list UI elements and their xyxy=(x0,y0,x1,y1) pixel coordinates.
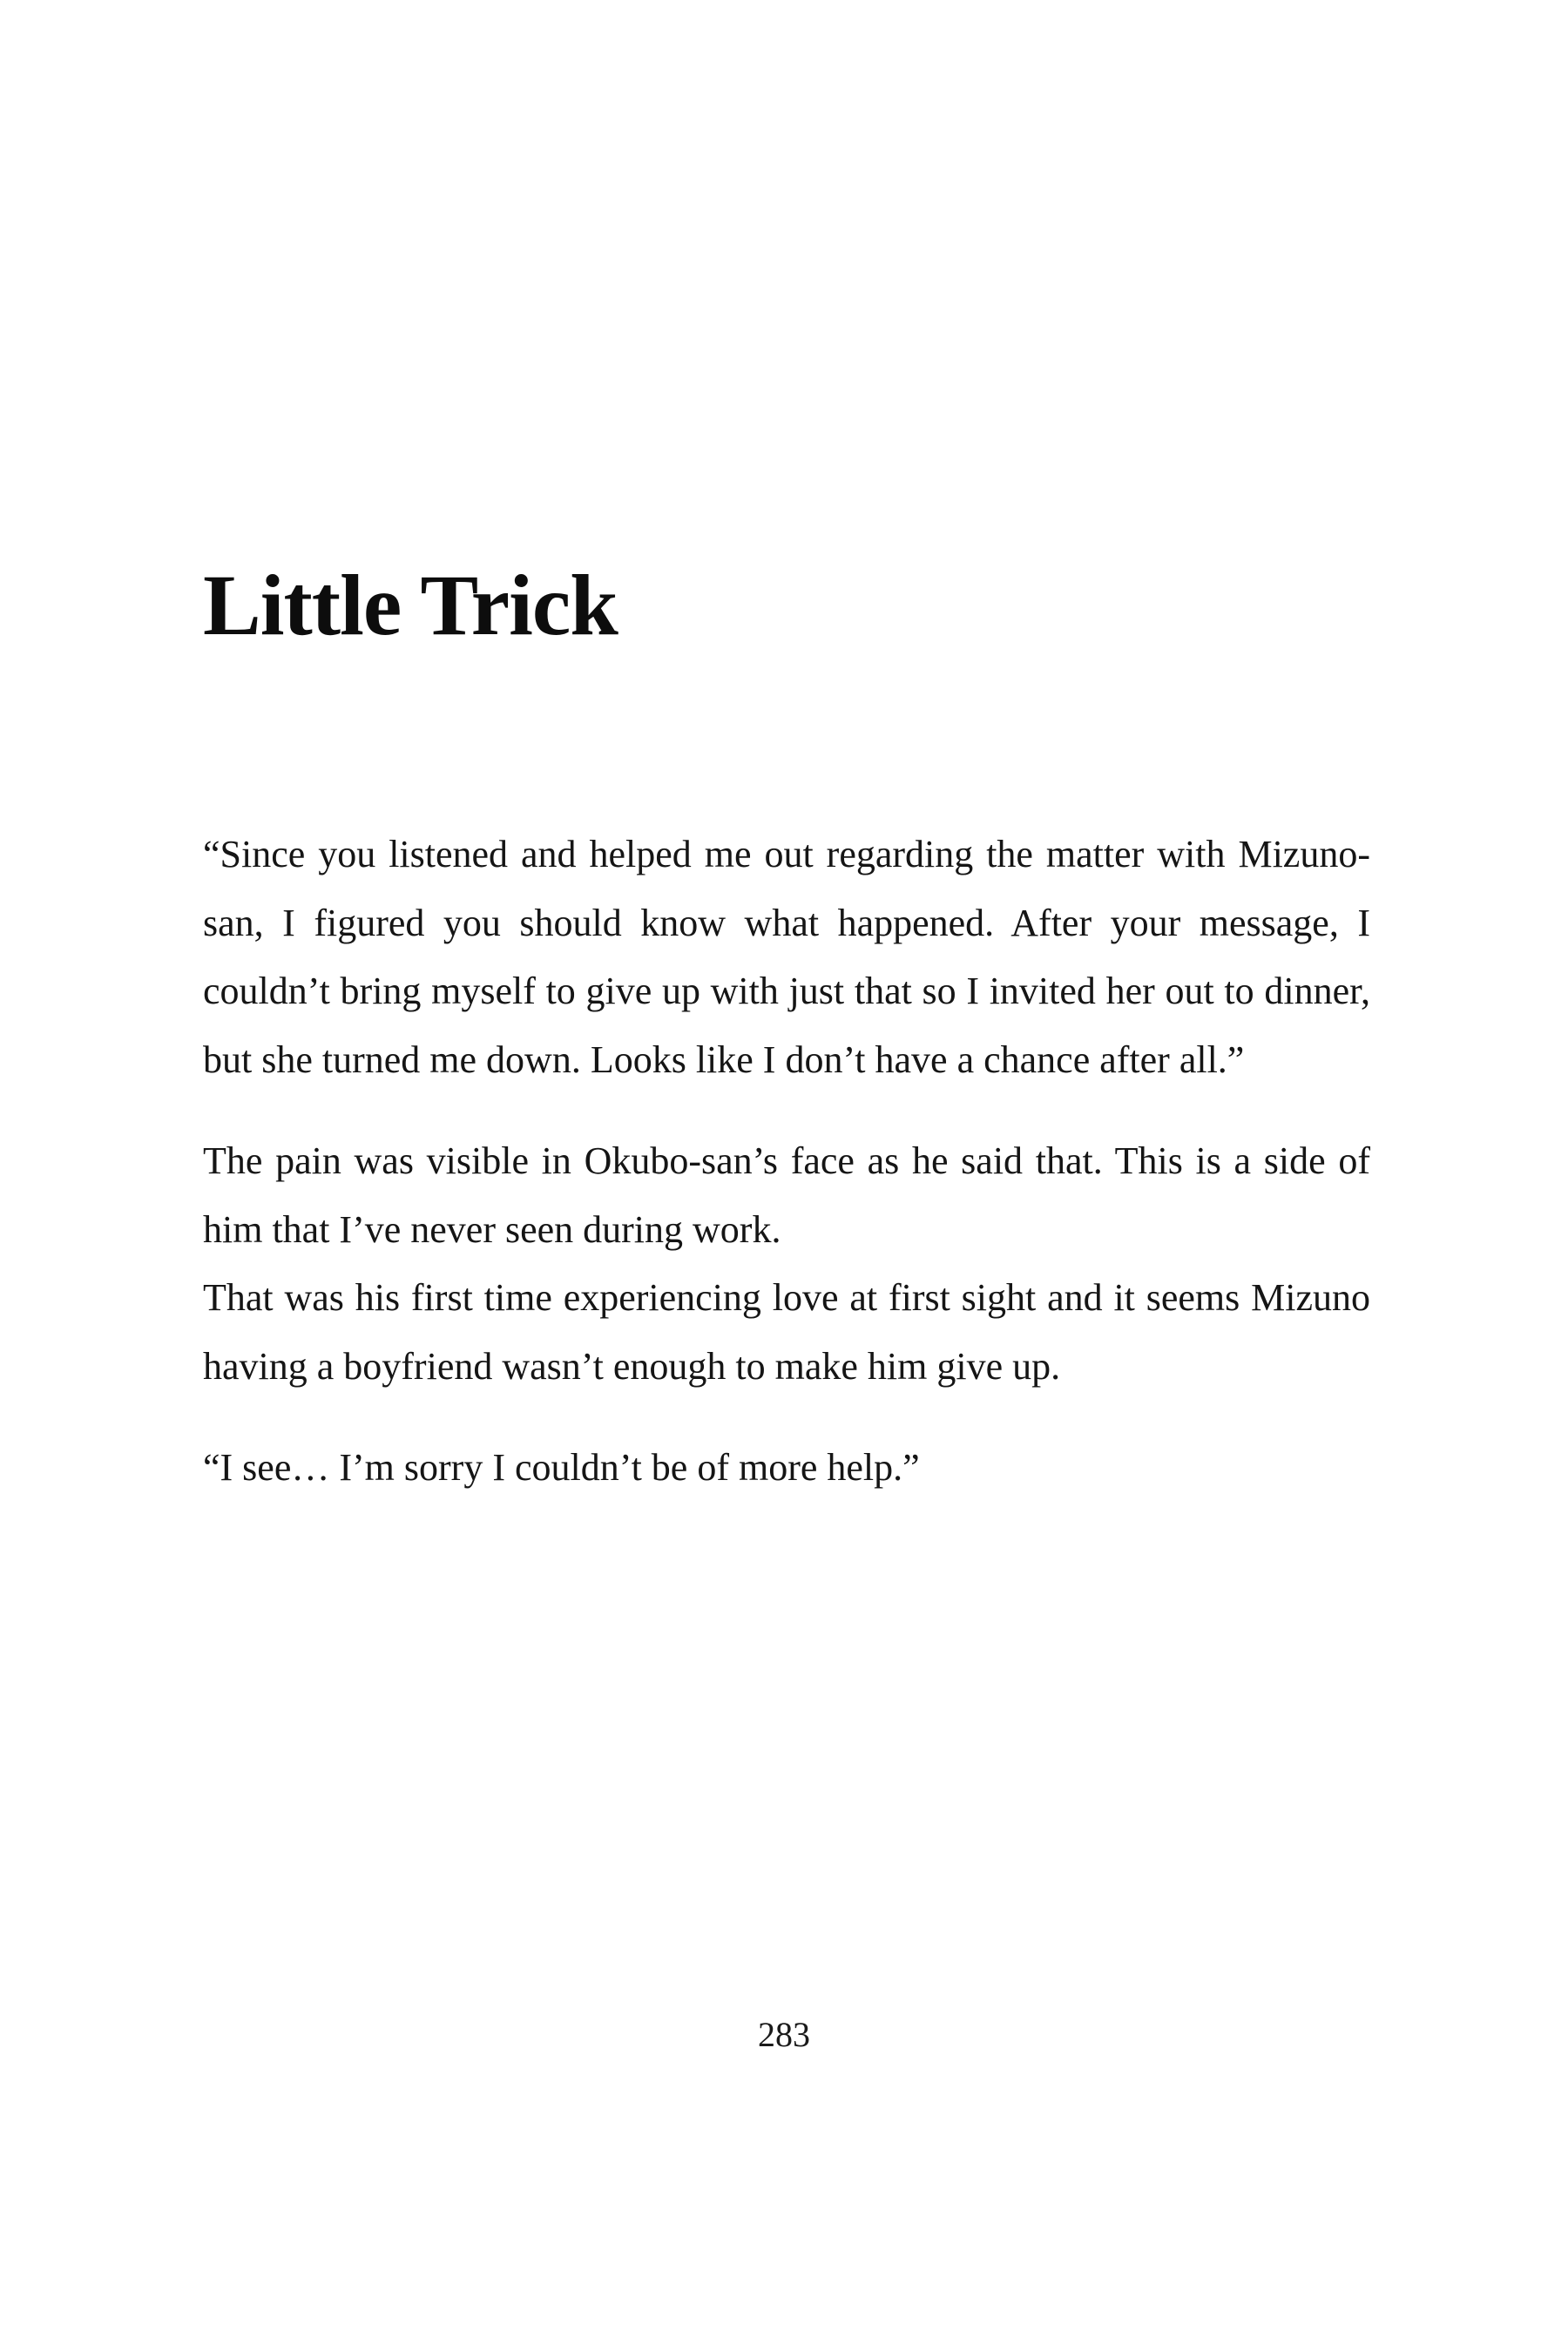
paragraph: “Since you listened and helped me out regarding the matter with Mizuno-san, I figured you should know what happened. After your message, I couldn’t bring myself to give up with just that so I invited her out to dinner, but she turned me down. Looks like I don’t have a chance after all.” xyxy=(203,833,1370,1081)
body-text xyxy=(203,821,1370,1503)
paragraph: The pain was visible in Okubo-san’s face as he said that. This is a side of him that I’ve never seen during work. xyxy=(203,1139,1370,1251)
paragraph: “I see… I’m sorry I couldn’t be of more help.” xyxy=(203,1446,920,1489)
paragraph: That was his first time experiencing love at first sight and it seems Mizuno having a boyfriend wasn’t enough to make him give up. xyxy=(203,1276,1370,1388)
chapter-title: Little Trick xyxy=(203,557,618,653)
page-number: 283 xyxy=(758,2015,810,2054)
